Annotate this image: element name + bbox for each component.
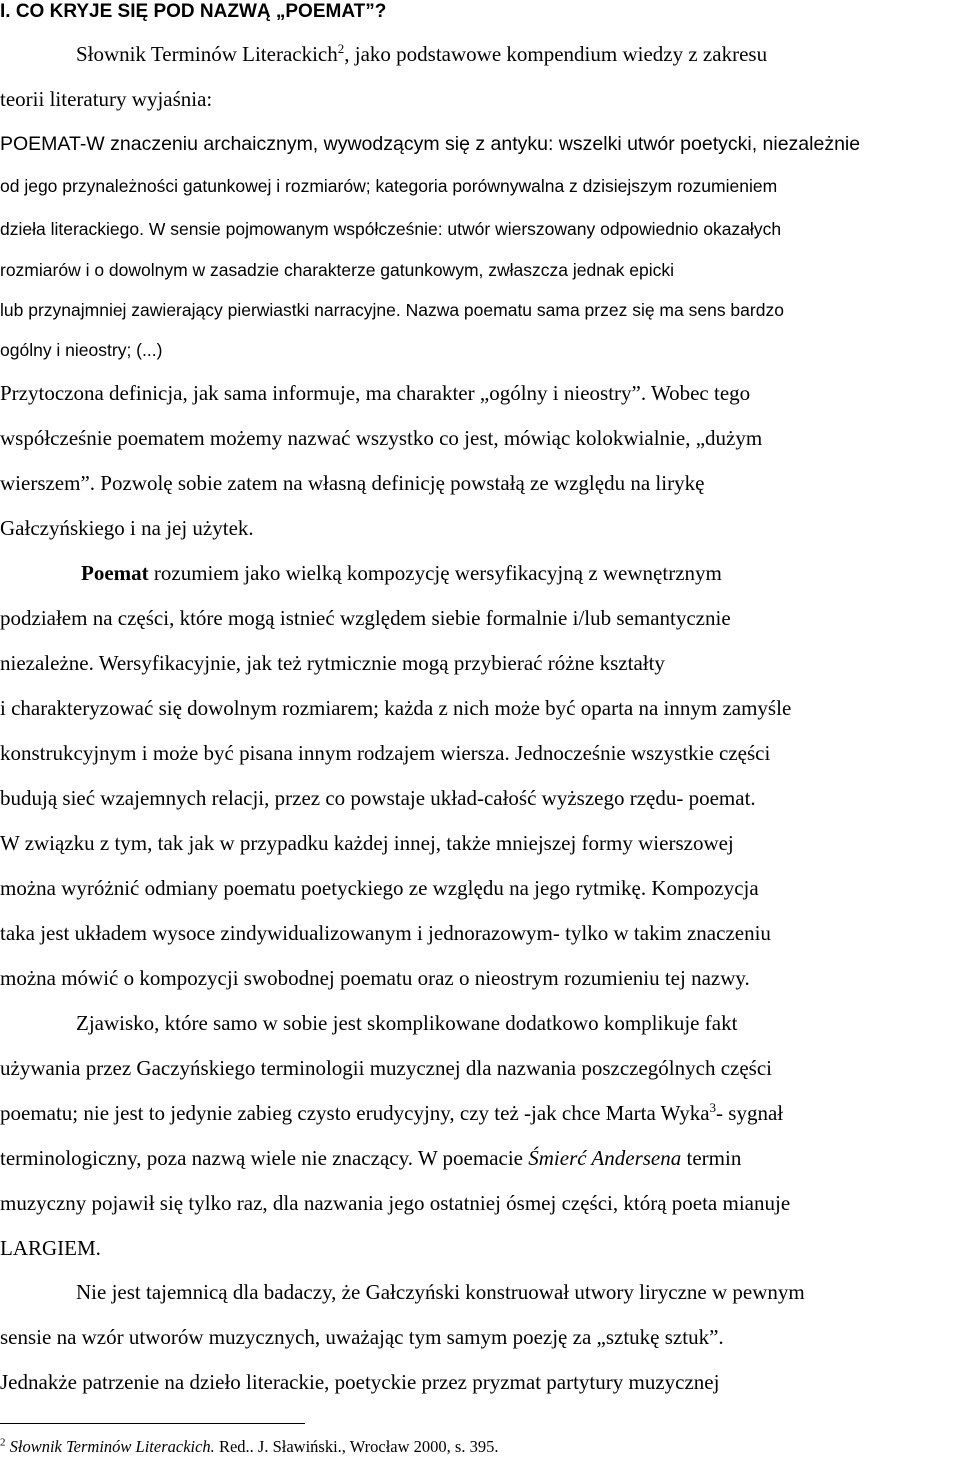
text-span: rozumiem jako wielką kompozycję wersyfikacyjną z wewnętrznym [148, 561, 722, 585]
text-line: niezależne. Wersyfikacyjnie, jak też rytmicznie mogą przybierać różne kształty [0, 651, 665, 675]
footnote-separator [0, 1423, 305, 1424]
text-span: poematu; nie jest to jedynie zabieg czysto erudycyjny, czy też -jak chce Marta Wyka [0, 1101, 710, 1125]
intro-line [76, 41, 767, 67]
definition-line: od jego przynależności gatunkowej i rozmiarów; kategoria porównywalna z dzisiejszym rozumieniem [0, 176, 778, 196]
text-line: budują sieć wzajemnych relacji, przez co powstaje układ-całość wyższego rzędu- poemat. [0, 786, 756, 810]
text-line [0, 1100, 783, 1126]
text-line: Gałczyńskiego i na jej użytek. [0, 516, 254, 540]
text-span: - sygnał [716, 1101, 784, 1125]
intro-text: , jako podstawowe kompendium wiedzy z zakresu [344, 42, 768, 66]
text-line: Nie jest tajemnicą dla badaczy, że Gałczyński konstruował utwory liryczne w pewnym [76, 1280, 805, 1304]
text-span: terminologiczny, poza nazwą wiele nie znaczący. W poemacie [0, 1146, 529, 1170]
text-line: muzyczny pojawił się tylko raz, dla nazwania jego ostatniej ósmej części, którą poeta mianuje [0, 1191, 791, 1215]
text-line: można wyróżnić odmiany poematu poetyckiego ze względu na jego rytmikę. Kompozycja [0, 876, 759, 900]
text-line: Jednakże patrzenie na dzieło literackie, poetyckie przez pryzmat partytury muzycznej [0, 1370, 720, 1394]
dictionary-title: Słownik Terminów Literackich [76, 42, 338, 66]
footnote-ref: 3 [709, 1100, 717, 1115]
definition-line: POEMAT-W znaczeniu archaicznym, wywodzącym się z antyku: wszelki utwór poetycki, niezależnie [0, 133, 861, 155]
text-line: używania przez Gaczyńskiego terminologii muzycznej dla nazwania poszczególnych części [0, 1056, 772, 1080]
text-line: konstrukcyjnym i może być pisana innym rodzajem wiersza. Jednocześnie wszystkie części [0, 741, 771, 765]
text-line: W związku z tym, tak jak w przypadku każdej innej, także mniejszej formy wierszowej [0, 831, 734, 855]
footnote-title: Słownik Terminów Literackich. [9, 1437, 215, 1456]
footnote-text: Red.. J. Sławiński., Wrocław 2000, s. 395. [214, 1437, 499, 1456]
text-line [81, 560, 722, 586]
text-line: można mówić o kompozycji swobodnej poematu oraz o nieostrym rozumieniu tej nazwy. [0, 966, 750, 990]
text-line [0, 1145, 741, 1171]
poem-title: Śmierć Andersena [528, 1146, 682, 1170]
text-line: i charakteryzować się dowolnym rozmiarem; każda z nich może być oparta na innym zamyśle [0, 696, 792, 720]
section-heading: I. CO KRYJE SIĘ POD NAZWĄ „POEMAT”? [0, 1, 387, 22]
definition-line: lub przynajmniej zawierający pierwiastki narracyjne. Nazwa poematu sama przez się ma sens bardzo [0, 300, 784, 320]
definition-line: dzieła literackiego. W sensie pojmowanym współcześnie: utwór wierszowany odpowiednio okazałych [0, 219, 782, 239]
footnote-number: 2 [0, 1436, 6, 1449]
definition-line: ogólny i nieostry; (...) [0, 340, 163, 360]
text-line: podziałem na części, które mogą istnieć względem siebie formalnie i/lub semantycznie [0, 606, 731, 630]
footnote-ref: 2 [337, 41, 345, 56]
footnote [0, 1437, 498, 1457]
text-line: taka jest układem wysoce zindywidualizowanym i jednorazowym- tylko w takim znaczeniu [0, 921, 771, 945]
definition-line: rozmiarów i o dowolnym w zasadzie charakterze gatunkowym, zwłaszcza jednak epicki [0, 260, 675, 280]
text-line: LARGIEM. [0, 1236, 101, 1260]
text-line: sensie na wzór utworów muzycznych, uważając tym samym poezję za „sztukę sztuk”. [0, 1325, 724, 1349]
text-span: termin [681, 1146, 742, 1170]
text-line: Zjawisko, które samo w sobie jest skomplikowane dodatkowo komplikuje fakt [76, 1011, 738, 1035]
defined-term: Poemat [81, 561, 149, 585]
text-line: wierszem”. Pozwolę sobie zatem na własną definicję powstałą ze względu na lirykę [0, 471, 705, 495]
intro-line: teorii literatury wyjaśnia: [0, 87, 213, 111]
text-line: współcześnie poematem możemy nazwać wszystko co jest, mówiąc kolokwialnie, „dużym [0, 426, 763, 450]
text-line: Przytoczona definicja, jak sama informuje, ma charakter „ogólny i nieostry”. Wobec tego [0, 381, 751, 405]
